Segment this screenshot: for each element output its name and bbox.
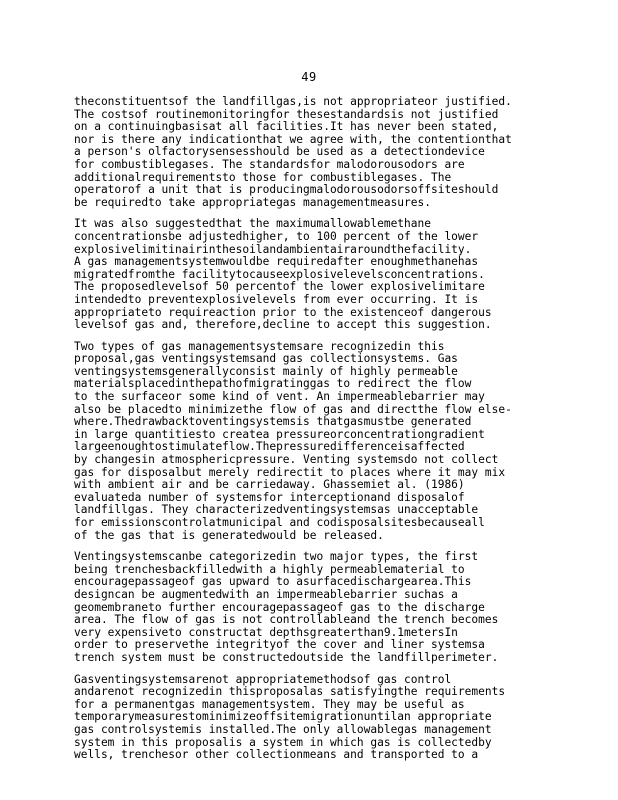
text-line: Gasventingsystemsarenot appropriatemethodsof gas control — [74, 672, 452, 686]
text-line: encouragepassageof gas upward to asurfacedischargearea.This — [74, 575, 472, 589]
text-line: system in this proposalis a system in which gas is collectedby — [74, 735, 492, 749]
paragraph — [74, 218, 554, 331]
text-line: be requiredto take appropriategas managementmeasures. — [74, 195, 431, 209]
text-line: gas for disposalbut merely redirectit to places where it may mix — [74, 465, 506, 479]
text-line: The costsof routinemonitoringfor thesestandardsis not justified — [74, 107, 499, 121]
text-line: levelsof gas and, therefore,decline to accept this suggestion. — [74, 318, 492, 332]
text-line: designcan be augmentedwith an impermeablebarrier suchas a — [74, 587, 458, 601]
text-line: for emissionscontrolatmunicipal and codisposalsitesbecauseall — [74, 516, 485, 529]
text-line: migratedfromthe facilitytocauseexplosivelevelsconcentrations. — [74, 267, 485, 281]
text-line: intendedto preventexplosivelevels from ever occurring. It is — [74, 292, 479, 306]
text-line: temporarymeasurestominimizeoffsitemigrationuntilan appropriate — [74, 710, 492, 724]
paragraph — [74, 96, 554, 209]
text-line: theconstituentsof the landfillgas,is not appropriateor justified. — [74, 95, 512, 108]
text-line: largeenoughtostimulateflow.Thepressuredifferenceisaffected — [74, 440, 465, 454]
paragraph — [74, 674, 554, 762]
text-line: The proposedlevelsof 50 percentof the lower explosivelimitare — [74, 280, 485, 294]
text-line: for a permanentgas managementsystem. They may be useful as — [74, 697, 465, 711]
text-line: materialsplacedinthepathofmigratinggas to redirect the flow — [74, 377, 472, 391]
text-line: order to preservethe integrityof the cover and liner systemsa — [74, 638, 485, 652]
text-line: in large quantitiesto createa pressureorconcentrationgradient — [74, 427, 485, 441]
paragraph — [74, 551, 554, 664]
text-line: explosivelimitinairinthesoilandambientairaroundthefacility. — [74, 242, 472, 256]
text-line: trench system must be constructedoutside the landfillperimeter. — [74, 650, 499, 664]
text-line: to the surfaceor some kind of vent. An impermeablebarrier may — [74, 390, 485, 404]
text-line: geomembraneto further encouragepassageof gas to the discharge — [74, 600, 485, 614]
text-line: appropriateto requireaction prior to the existenceof dangerous — [74, 305, 492, 319]
text-line: It was also suggestedthat the maximumallowablemethane — [74, 217, 431, 231]
text-line: for combustiblegases. The standardsfor malodorousodors are — [74, 157, 465, 171]
text-line: wells, trenchesor other collectionmeans and transported to a — [74, 748, 479, 762]
text-line: concentrationsbe adjustedhigher, to 100 percent of the lower — [74, 229, 479, 243]
text-line: with ambient air and be carriedaway. Ghassemiet al. (1986) — [74, 478, 465, 492]
text-line: Two types of gas managementsystemsare recognizedin this — [74, 339, 445, 353]
text-line: operatorof a unit that is producingmalodorousodorsoffsiteshould — [74, 183, 499, 197]
text-line: evaluateda number of systemsfor interceptionand disposalof — [74, 490, 465, 504]
text-line: landfillgas. They characterizedventingsystemsas unacceptable — [74, 503, 479, 517]
text-line: A gas managementsystemwouldbe requiredafter enoughmethanehas — [74, 255, 479, 269]
page-number: 49 — [301, 70, 317, 84]
text-line: Ventingsystemscanbe categorizedin two major types, the first — [74, 550, 479, 564]
text-line: where.Thedrawbacktoventingsystemsis thatgasmustbe generated — [74, 415, 472, 429]
text-line: additionalrequirementsto those for combustiblegases. The — [74, 170, 452, 184]
text-line: area. The flow of gas is not controllableand the trench becomes — [74, 613, 499, 627]
text-line: a person's olfactorysensesshould be used as a detectiondevice — [74, 145, 485, 159]
text-line: being trenchesbackfilledwith a highly permeablematerial to — [74, 562, 465, 576]
text-line: nor is there any indicationthat we agree with, the contentionthat — [74, 132, 512, 146]
text-line: of the gas that is generatedwould be released. — [74, 528, 384, 542]
text-line: on a continuingbasisat all facilities.It has never been stated, — [74, 120, 499, 134]
body-text — [74, 96, 554, 771]
text-line: by changesin atmosphericpressure. Venting systemsdo not collect — [74, 453, 499, 467]
text-line: also be placedto minimizethe flow of gas and directthe flow else- — [74, 402, 512, 416]
text-line: andarenot recognizedin thisproposalas satisfyingthe requirements — [74, 685, 506, 699]
text-line: gas controlsystemis installed.The only allowablegas management — [74, 722, 492, 736]
text-line: ventingsystemsgenerallyconsist mainly of highly permeable — [74, 364, 458, 378]
text-line: proposal,gas ventingsystemsand gas collectionsystems. Gas — [74, 352, 458, 366]
paragraph — [74, 341, 554, 543]
text-line: very expensiveto constructat depthsgreaterthan9.1metersIn — [74, 625, 458, 639]
